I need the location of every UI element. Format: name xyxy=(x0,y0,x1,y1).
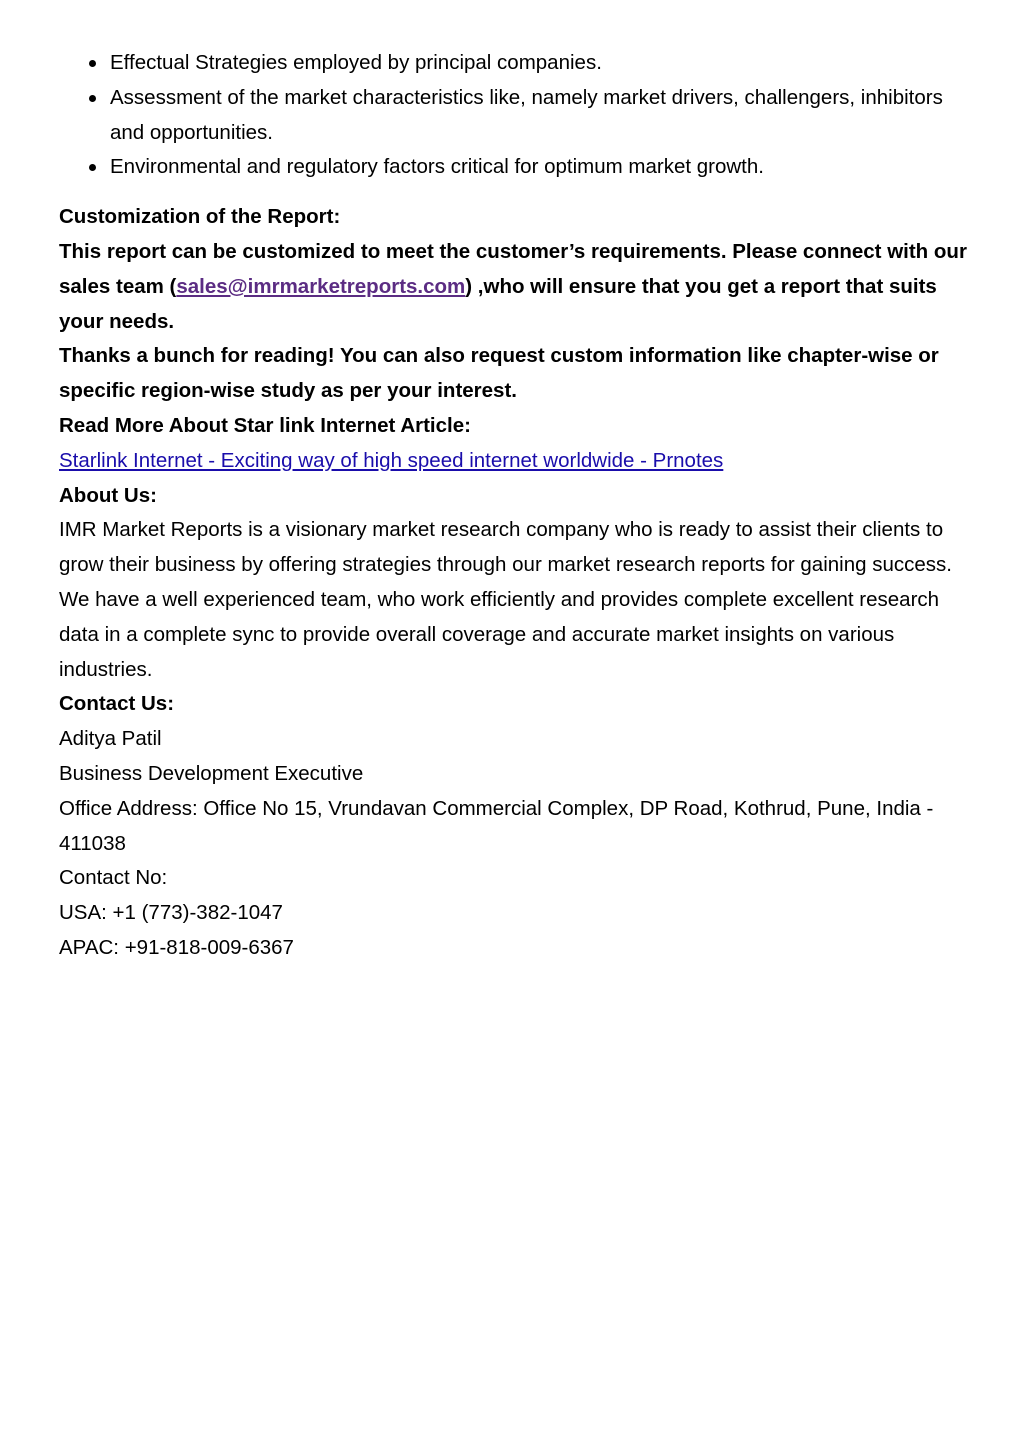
contact-apac-phone: APAC: +91-818-009-6367 xyxy=(59,935,294,959)
customization-heading: Customization of the Report: xyxy=(59,205,341,229)
read-more-heading: Read More About Star link Internet Article: xyxy=(59,413,471,437)
contact-title: Business Development Executive xyxy=(59,761,364,785)
starlink-article-link[interactable]: Starlink Internet - Exciting way of high speed internet worldwide - Prnotes xyxy=(59,448,724,472)
bullet-icon xyxy=(89,164,96,171)
bullet-icon xyxy=(89,60,96,67)
customization-text-start: This report can be customized to meet the customer’s requirements. Please connect with our sales team ( xyxy=(59,239,967,298)
customization-text-end: ) ,who will ensure that you get a report that suits your needs. xyxy=(59,274,937,333)
document-page xyxy=(59,46,971,966)
list-item-text: Effectual Strategies employed by principal companies. xyxy=(110,51,602,74)
list-item xyxy=(59,150,971,185)
contact-heading: Contact Us: xyxy=(59,692,175,716)
contact-usa-phone: USA: +1 (773)-382-1047 xyxy=(59,901,283,925)
thanks-paragraph: Thanks a bunch for reading! You can also request custom information like chapter-wise or specific region-wise study as per your interest. xyxy=(59,344,939,403)
bullet-list xyxy=(59,46,971,185)
contact-name: Aditya Patil xyxy=(59,727,162,751)
about-paragraph: IMR Market Reports is a visionary market research company who is ready to assist their clients to grow their business by offering strategies through our market research reports for gaining success. We have a well experienced team, who work efficiently and provides complete excellent research data in a complete sync to provide overall coverage and accurate market insights on various industries. xyxy=(59,518,952,681)
article-link-line xyxy=(59,444,971,479)
list-item xyxy=(59,46,971,81)
bullet-icon xyxy=(89,95,96,102)
customization-paragraph xyxy=(59,235,971,339)
customization-section xyxy=(59,200,971,966)
about-heading: About Us: xyxy=(59,483,157,507)
list-item xyxy=(59,81,971,151)
contact-address: Office Address: Office No 15, Vrundavan Commercial Complex, DP Road, Kothrud, Pune, India - 411038 xyxy=(59,796,934,855)
list-item-text: Assessment of the market characteristics like, namely market drivers, challengers, inhibitors and opportunities. xyxy=(110,85,943,144)
list-item-text: Environmental and regulatory factors critical for optimum market growth. xyxy=(110,155,764,179)
contact-number-label: Contact No: xyxy=(59,866,168,890)
sales-email-link[interactable]: sales@imrmarketreports.com xyxy=(176,274,466,298)
